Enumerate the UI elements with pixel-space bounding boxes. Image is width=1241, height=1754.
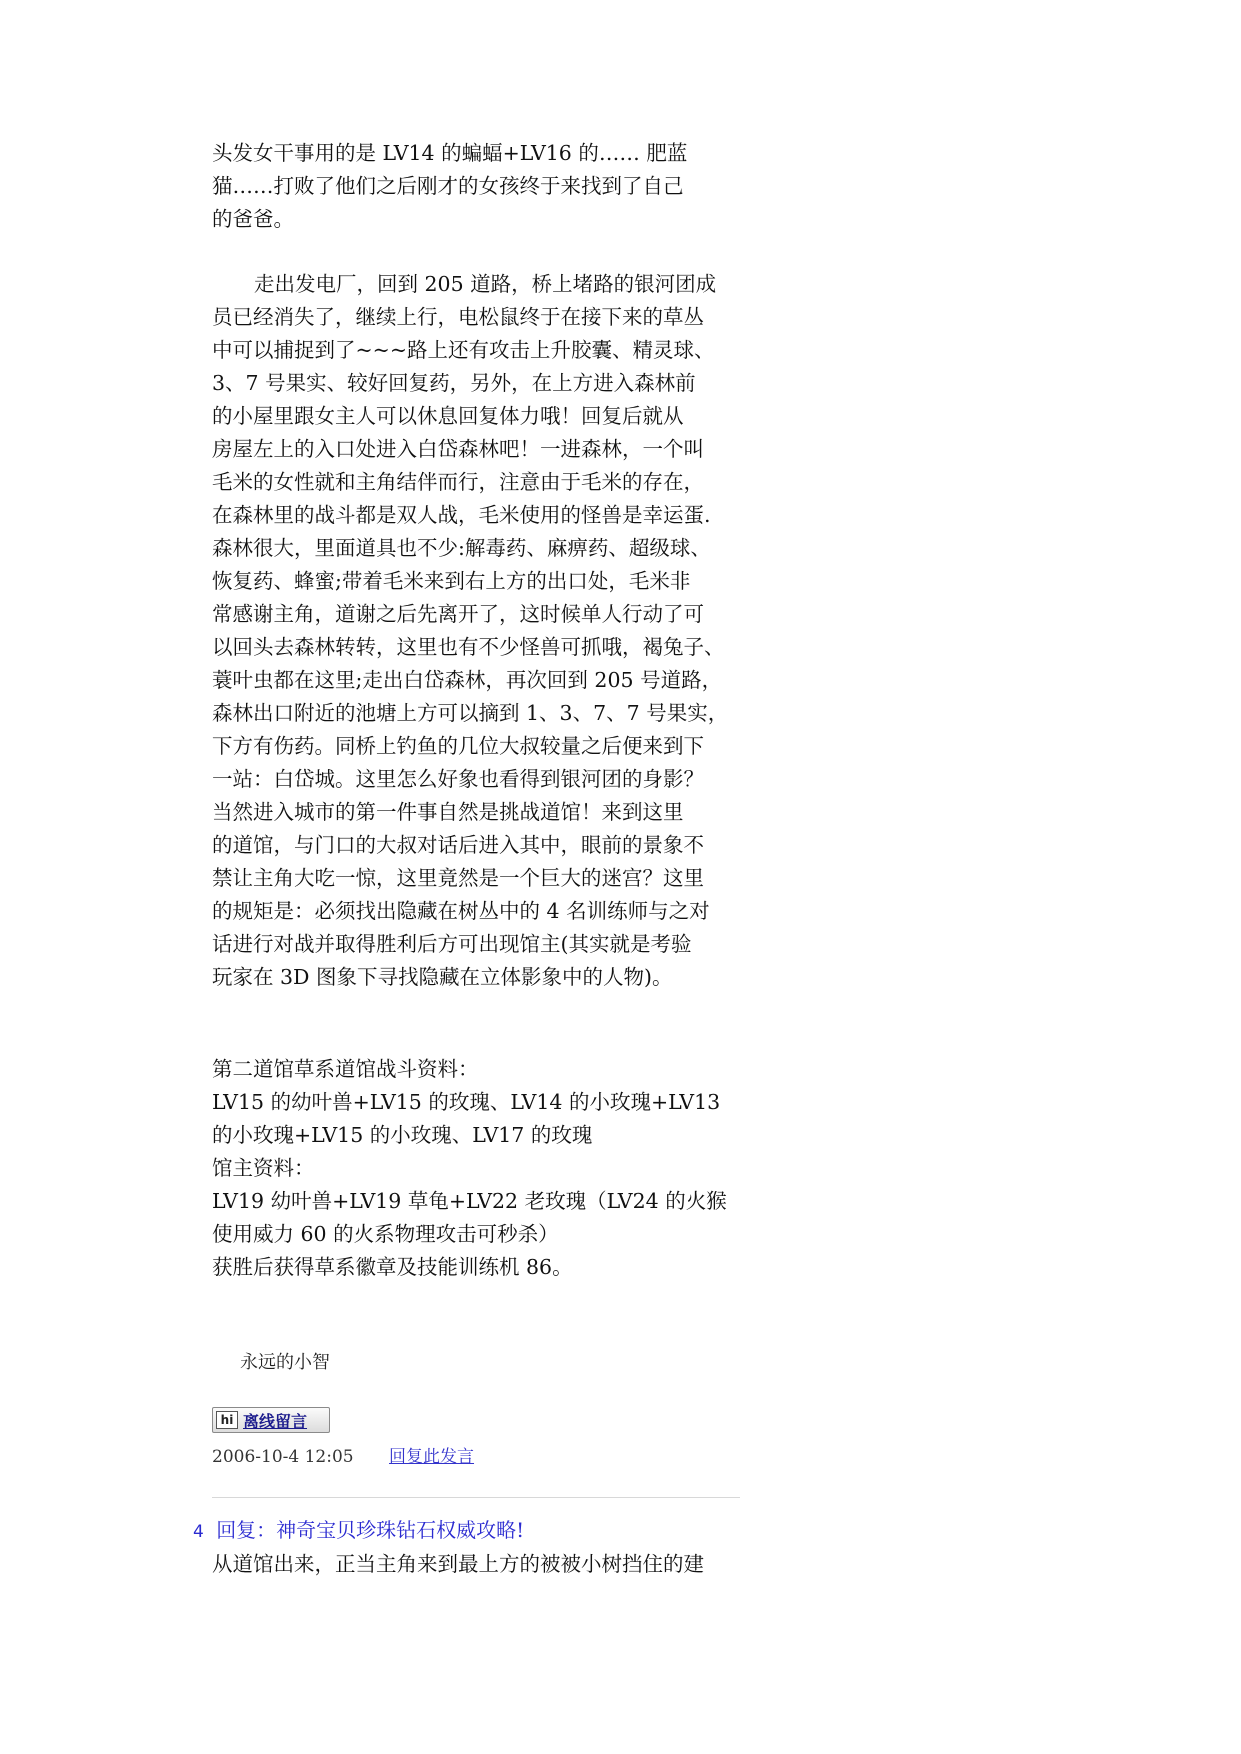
text-line: 头发女干事用的是 LV14 的蝙蝠+LV16 的…… 肥蓝 <box>212 141 688 165</box>
post-header <box>193 1514 524 1543</box>
text-line: 走出发电厂，回到 205 道路，桥上堵路的银河团成 <box>254 272 717 296</box>
text-line: 从道馆出来，正当主角来到最上方的被被小树挡住的建 <box>212 1552 704 1576</box>
text-line: 玩家在 3D 图象下寻找隐藏在立体影象中的人物)。 <box>212 965 673 989</box>
text-line: 禁让主角大吃一惊，这里竟然是一个巨大的迷宫？这里 <box>212 866 704 890</box>
text-line: 获胜后获得草系徽章及技能训练机 86。 <box>212 1255 573 1279</box>
offline-message-button[interactable] <box>212 1407 330 1433</box>
text-line: 馆主资料： <box>212 1156 315 1180</box>
text-line: 猫……打败了他们之后刚才的女孩终于来找到了自己 <box>212 174 684 198</box>
text-line: 恢复药、蜂蜜;带着毛米来到右上方的出口处，毛米非 <box>212 569 691 593</box>
next-post-body <box>212 1548 740 1581</box>
offline-message-label: 离线留言 <box>243 1411 308 1431</box>
paragraph-3-gym-data <box>212 1053 740 1284</box>
text-line: 常感谢主角，道谢之后先离开了，这时候单人行动了可 <box>212 602 704 626</box>
text-line: 森林很大，里面道具也不少:解毒药、麻痹药、超级球、 <box>212 536 711 560</box>
text-line: 的小屋里跟女主人可以休息回复体力哦！回复后就从 <box>212 404 684 428</box>
post-meta <box>212 1442 474 1467</box>
text-line: LV19 幼叶兽+LV19 草龟+LV22 老玫瑰（LV24 的火猴 <box>212 1189 727 1213</box>
text-line: 在森林里的战斗都是双人战，毛米使用的怪兽是幸运蛋. <box>212 503 711 527</box>
text-line: 话进行对战并取得胜利后方可出现馆主(其实就是考验 <box>212 932 692 956</box>
text-line: 第二道馆草系道馆战斗资料： <box>212 1057 479 1081</box>
text-line: 一站：白岱城。这里怎么好象也看得到银河团的身影？ <box>212 767 704 791</box>
post-title-link[interactable]: 回复：神奇宝贝珍珠钻石权威攻略! <box>216 1518 525 1542</box>
paragraph-text <box>212 1053 740 1284</box>
signature: 永远的小智 <box>240 1352 330 1373</box>
paragraph-2 <box>212 268 740 994</box>
text-line: 的道馆，与门口的大叔对话后进入其中，眼前的景象不 <box>212 833 704 857</box>
text-line: 3、7 号果实、较好回复药，另外，在上方进入森林前 <box>212 371 696 395</box>
post-divider <box>212 1497 740 1498</box>
text-line: 蓑叶虫都在这里;走出白岱森林，再次回到 205 号道路， <box>212 668 723 692</box>
paragraph-text <box>212 1548 740 1581</box>
text-line: 以回头去森林转转，这里也有不少怪兽可抓哦，褐兔子、 <box>212 635 725 659</box>
text-line: 的规矩是：必须找出隐藏在树丛中的 4 名训练师与之对 <box>212 899 710 923</box>
text-line: 毛米的女性就和主角结伴而行，注意由于毛米的存在， <box>212 470 704 494</box>
text-line: 中可以捕捉到了~~~路上还有攻击上升胶囊、精灵球、 <box>212 338 715 362</box>
text-line: 的爸爸。 <box>212 207 294 231</box>
text-line: 使用威力 60 的火系物理攻击可秒杀） <box>212 1222 559 1246</box>
reply-link[interactable]: 回复此发言 <box>389 1447 475 1467</box>
post-number: 4 <box>193 1522 204 1542</box>
text-line: LV15 的幼叶兽+LV15 的玫瑰、LV14 的小玫瑰+LV13 <box>212 1090 721 1114</box>
text-line: 下方有伤药。同桥上钓鱼的几位大叔较量之后便来到下 <box>212 734 704 758</box>
text-line: 森林出口附近的池塘上方可以摘到 1、3、7、7 号果实， <box>212 701 729 725</box>
hi-icon: hi <box>216 1411 238 1429</box>
paragraph-text <box>212 268 740 994</box>
post-timestamp: 2006-10-4 12:05 <box>212 1447 354 1467</box>
paragraph-1 <box>212 137 740 236</box>
text-line: 房屋左上的入口处进入白岱森林吧！一进森林，一个叫 <box>212 437 704 461</box>
text-line: 员已经消失了，继续上行，电松鼠终于在接下来的草丛 <box>212 305 704 329</box>
text-line: 当然进入城市的第一件事自然是挑战道馆！来到这里 <box>212 800 684 824</box>
text-line: 的小玫瑰+LV15 的小玫瑰、LV17 的玫瑰 <box>212 1123 593 1147</box>
paragraph-text <box>212 137 740 236</box>
